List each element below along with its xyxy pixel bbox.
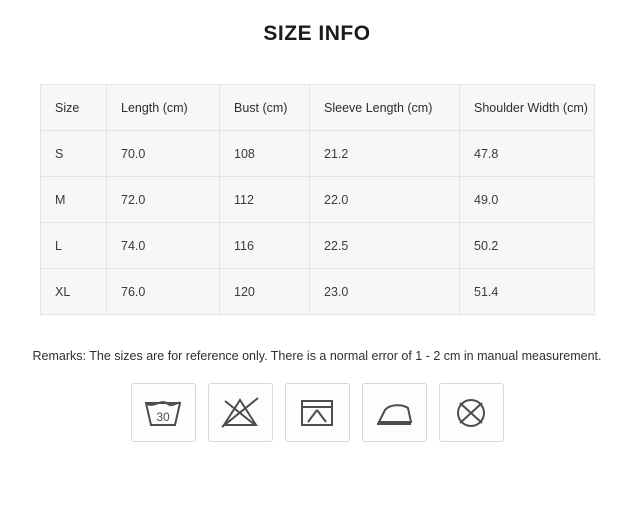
cell-shoulder-width: 47.8 [460, 131, 595, 177]
column-header-length: Length (cm) [107, 85, 220, 131]
table-row [41, 131, 595, 177]
cell-sleeve-length: 23.0 [310, 269, 460, 315]
size-info-page [0, 22, 634, 530]
cell-sleeve-length: 22.0 [310, 177, 460, 223]
cell-length: 74.0 [107, 223, 220, 269]
column-header-sleeve-length: Sleeve Length (cm) [310, 85, 460, 131]
tumble-dry-icon [285, 383, 350, 442]
cell-shoulder-width: 49.0 [460, 177, 595, 223]
cell-length: 70.0 [107, 131, 220, 177]
column-header-shoulder-width: Shoulder Width (cm) [460, 85, 595, 131]
cell-sleeve-length: 22.5 [310, 223, 460, 269]
cell-size: M [41, 177, 107, 223]
iron-icon [362, 383, 427, 442]
do-not-bleach-icon [208, 383, 273, 442]
cell-size: S [41, 131, 107, 177]
cell-bust: 120 [220, 269, 310, 315]
cell-length: 72.0 [107, 177, 220, 223]
cell-size: L [41, 223, 107, 269]
page-title: SIZE INFO [263, 22, 371, 45]
column-header-bust: Bust (cm) [220, 85, 310, 131]
size-table-container [40, 84, 594, 315]
wash-30-icon [131, 383, 196, 442]
cell-shoulder-width: 51.4 [460, 269, 595, 315]
care-instructions-row [0, 383, 634, 442]
table-row [41, 177, 595, 223]
size-table-head [41, 85, 595, 131]
size-table-body [41, 131, 595, 315]
size-table [40, 84, 595, 315]
cell-bust: 108 [220, 131, 310, 177]
table-row [41, 223, 595, 269]
table-header-row [41, 85, 595, 131]
cell-length: 76.0 [107, 269, 220, 315]
cell-bust: 112 [220, 177, 310, 223]
do-not-dry-clean-icon [439, 383, 504, 442]
cell-shoulder-width: 50.2 [460, 223, 595, 269]
table-row [41, 269, 595, 315]
wash-temperature-label: 30 [156, 409, 170, 424]
column-header-size: Size [41, 85, 107, 131]
cell-sleeve-length: 21.2 [310, 131, 460, 177]
cell-size: XL [41, 269, 107, 315]
cell-bust: 116 [220, 223, 310, 269]
remarks-text: Remarks: The sizes are for reference only. There is a normal error of 1 - 2 cm in manual measurement. [32, 349, 602, 363]
